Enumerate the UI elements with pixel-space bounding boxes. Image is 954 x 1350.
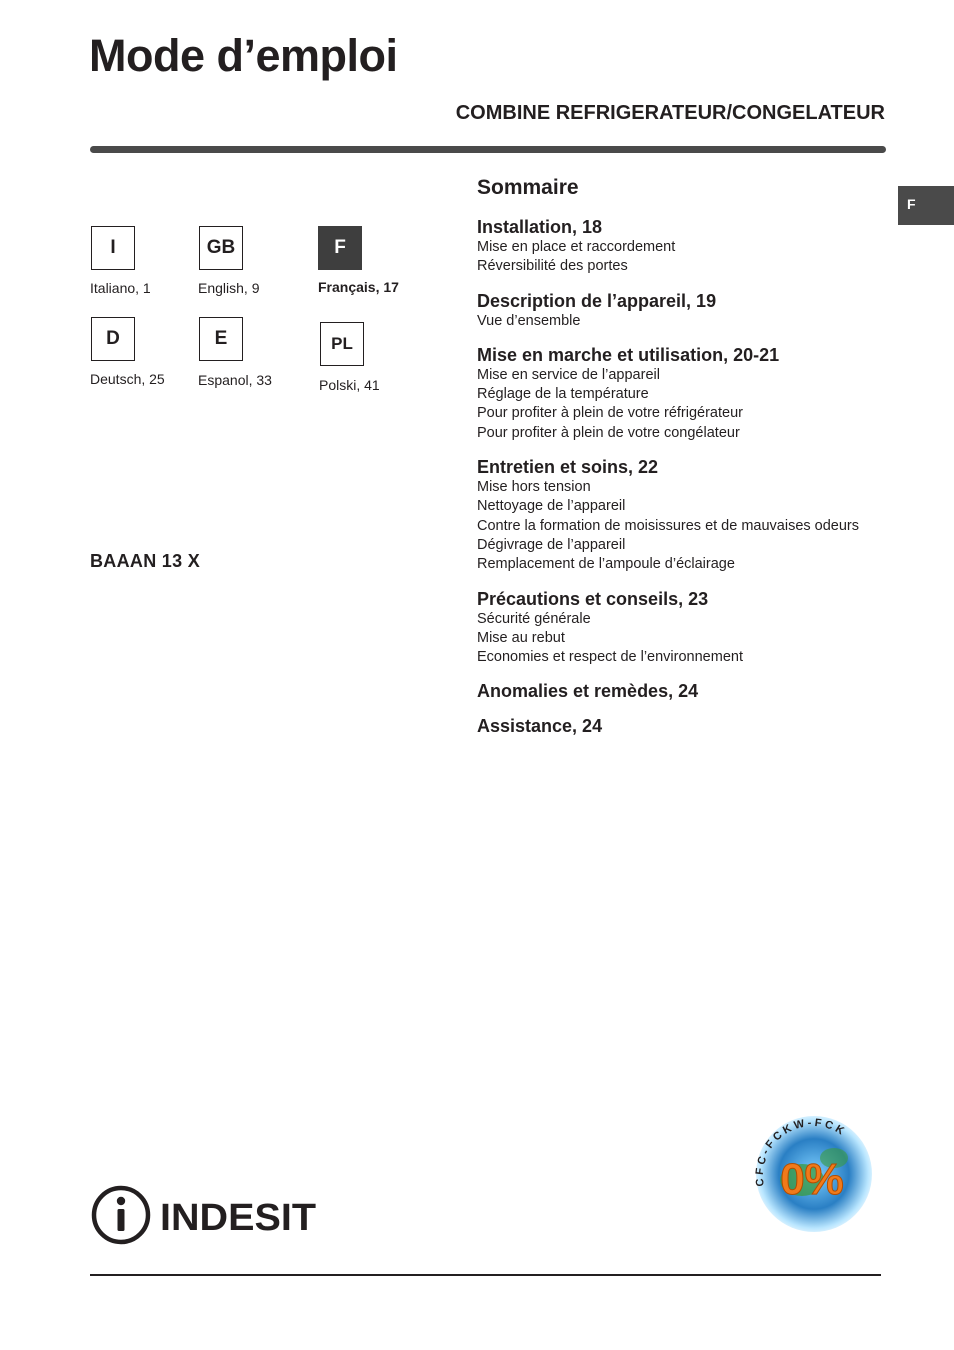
toc-section-title[interactable]: Anomalies et remèdes, 24 xyxy=(477,681,699,702)
toc-section xyxy=(477,589,877,668)
product-subtitle: COMBINE REFRIGERATEUR/CONGELATEUR xyxy=(455,102,885,124)
lang-box-espanol[interactable]: E xyxy=(199,317,243,361)
lang-label-espanol[interactable]: Espanol, 33 xyxy=(198,372,272,388)
toc-item[interactable]: Vue d’ensemble xyxy=(477,312,581,329)
toc-item[interactable]: Remplacement de l’ampoule d’éclairage xyxy=(477,556,735,573)
toc-section xyxy=(477,457,877,574)
eco-badge-value: 0% xyxy=(780,1155,844,1204)
language-side-tab: F xyxy=(898,186,954,225)
lang-label-deutsch[interactable]: Deutsch, 25 xyxy=(90,371,165,387)
lang-box-deutsch[interactable]: D xyxy=(91,317,135,361)
toc-item[interactable]: Mise en service de l’appareil xyxy=(477,366,660,383)
top-divider xyxy=(90,146,886,153)
toc-section-title[interactable]: Installation, 18 xyxy=(477,217,603,237)
toc-section xyxy=(477,681,877,702)
page-title: Mode d’emploi xyxy=(89,30,398,81)
toc-section xyxy=(477,217,877,277)
lang-label-english[interactable]: English, 9 xyxy=(198,280,260,296)
model-number: BAAAN 13 X xyxy=(90,551,201,571)
toc-item[interactable]: Réversibilité des portes xyxy=(477,258,628,275)
toc-item[interactable]: Nettoyage de l’appareil xyxy=(477,498,626,515)
toc-item[interactable]: Contre la formation de moisissures et de mauvaises odeurs xyxy=(477,517,860,534)
eco-badge-globe-icon xyxy=(750,1110,874,1236)
toc-item[interactable]: Mise au rebut xyxy=(477,629,565,646)
lang-box-francais[interactable]: F xyxy=(318,226,362,270)
table-of-contents xyxy=(477,217,877,751)
toc-item[interactable]: Pour profiter à plein de votre congélateur xyxy=(477,424,740,441)
lang-label-italiano[interactable]: Italiano, 1 xyxy=(90,280,151,296)
toc-section xyxy=(477,291,877,331)
toc-item[interactable]: Réglage de la température xyxy=(477,386,649,403)
toc-section xyxy=(477,716,877,737)
eco-badge-ring-text: CFC-FCKW-FCK xyxy=(753,1116,849,1187)
toc-item[interactable]: Mise en place et raccordement xyxy=(477,239,676,255)
lang-label-francais[interactable]: Français, 17 xyxy=(318,279,399,295)
toc-heading: Sommaire xyxy=(477,176,579,199)
toc-item[interactable]: Economies et respect de l’environnement xyxy=(477,649,743,666)
toc-section-title[interactable]: Entretien et soins, 22 xyxy=(477,457,659,478)
toc-section xyxy=(477,345,877,443)
lang-label-polski[interactable]: Polski, 41 xyxy=(319,377,380,393)
lang-box-italiano[interactable]: I xyxy=(91,226,135,270)
toc-item[interactable]: Sécurité générale xyxy=(477,610,591,627)
toc-item[interactable]: Dégivrage de l’appareil xyxy=(477,536,626,553)
indesit-logo-icon xyxy=(90,1184,320,1246)
toc-section-title[interactable]: Assistance, 24 xyxy=(477,716,603,737)
toc-section-title[interactable]: Mise en marche et utilisation, 20-21 xyxy=(477,344,780,365)
lang-box-english[interactable]: GB xyxy=(199,226,243,270)
brand-name: INDESIT xyxy=(160,1197,316,1239)
toc-section-title[interactable]: Précautions et conseils, 23 xyxy=(477,588,709,609)
lang-box-polski[interactable]: PL xyxy=(320,322,364,366)
toc-section-title[interactable]: Description de l’appareil, 19 xyxy=(477,290,717,311)
toc-item[interactable]: Mise hors tension xyxy=(477,479,591,496)
toc-item[interactable]: Pour profiter à plein de votre réfrigérateur xyxy=(477,405,743,422)
bottom-divider xyxy=(90,1274,881,1276)
